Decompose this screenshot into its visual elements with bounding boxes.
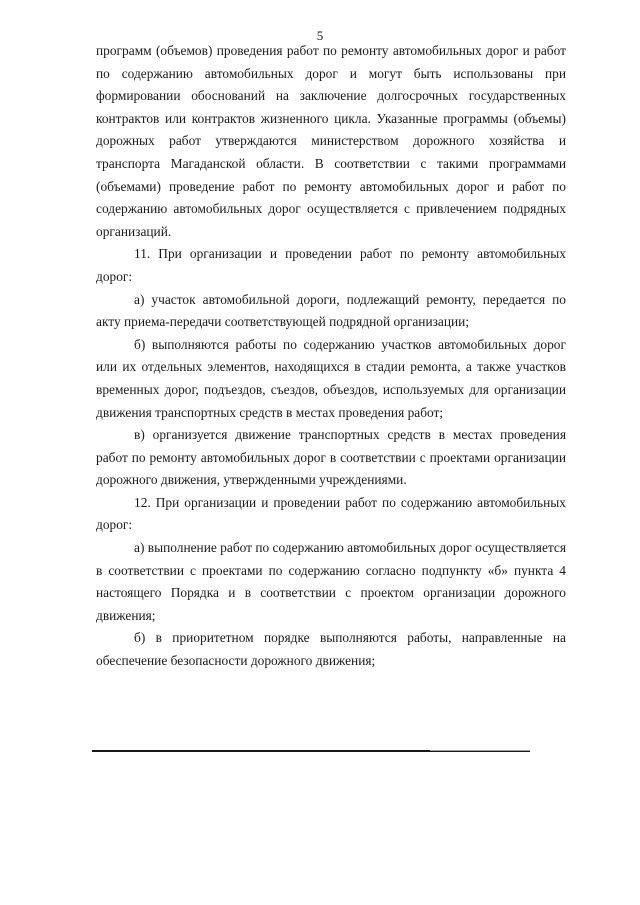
paragraph-12-maintenance: 12. При организации и проведении работ по содержанию автомобильных дорог: — [96, 494, 566, 533]
page-number: 5 — [316, 28, 324, 43]
bottom-rule-tail — [430, 750, 530, 751]
paragraph-11a: а) участок автомобильной дороги, подлежащий ремонту, передается по акту приема-передачи соответствующей подрядной организации; — [96, 291, 566, 330]
paragraph-12a: а) выполнение работ по содержанию автомобильных дорог осуществляется в соответствии с проектами по содержанию согласно подпункту «б» пункта 4 настоящего Порядка и в соответствии с проектом организации дорожного движения; — [96, 540, 566, 623]
paragraph-12b: б) в приоритетном порядке выполняются работы, направленные на обеспечение безопасности дорожного движения; — [96, 630, 566, 669]
paragraph-program-approval: программ (объемов) проведения работ по ремонту автомобильных дорог и работ по содержанию автомобильных дорог и могут быть использованы при формировании обоснований на заключение долгосрочных государственных контрактов или контрактов жизненного цикла. Указанные программы (объемы) дорожных работ утверждаются министерством дорожного хозяйства и транспорта Магаданской области. В соответствии с такими программами (объемами) проведение работ по ремонту автомобильных дорог и работ по содержанию автомобильных дорог осуществляется с привлечением подрядных организаций. — [96, 43, 566, 239]
paragraph-11v: в) организуется движение транспортных средств в местах проведения работ по ремонту автомобильных дорог в соответствии с проектами организации дорожного движения, утвержденными учреждениями. — [96, 427, 566, 488]
paragraph-11-repair: 11. При организации и проведении работ по ремонту автомобильных дорог: — [96, 246, 566, 284]
paragraph-11b: б) выполняются работы по содержанию участков автомобильных дорог или их отдельных элементов, находящихся в стадии ремонта, а также участков временных дорог, подъездов, съездов, объездов, используемых для организации движения транспортных средств в местах проведения работ; — [96, 336, 566, 420]
document-body — [96, 40, 566, 673]
